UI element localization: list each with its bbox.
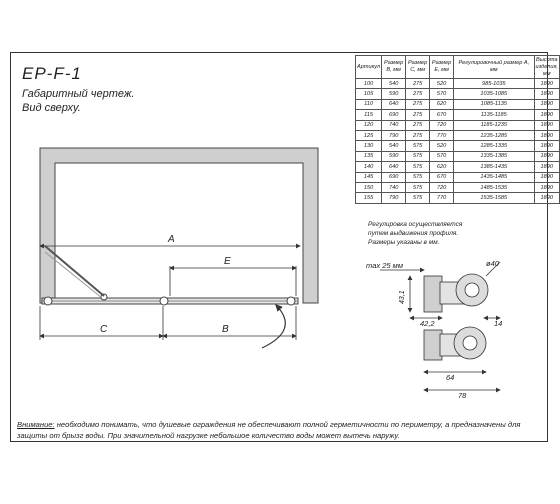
header-size-b: Размер B, мм <box>382 56 406 79</box>
spec-cell: 1890 <box>534 120 559 130</box>
spec-cell: 1890 <box>534 99 559 109</box>
spec-cell: 1890 <box>534 182 559 192</box>
spec-cell: 1890 <box>534 193 559 203</box>
spec-cell: 1085-1135 <box>454 99 534 109</box>
spec-cell: 1890 <box>534 130 559 140</box>
dim-max-label: max 25 мм <box>366 261 403 270</box>
spec-cell: 575 <box>406 141 430 151</box>
wall-outline <box>40 148 318 303</box>
spec-cell: 1135-1185 <box>454 110 534 120</box>
spec-cell: 1285-1335 <box>454 141 534 151</box>
spec-cell: 1890 <box>534 110 559 120</box>
header-article: Артикул <box>356 56 382 79</box>
profile-section-detail <box>380 262 503 390</box>
spec-cell: 1890 <box>534 172 559 182</box>
spec-cell: 640 <box>382 99 406 109</box>
spec-cell: 690 <box>382 110 406 120</box>
spec-cell: 520 <box>430 79 454 89</box>
spec-cell: 1485-1535 <box>454 182 534 192</box>
spec-cell: 1890 <box>534 141 559 151</box>
header-height: Высота изделия, мм <box>535 56 558 77</box>
spec-cell: 590 <box>382 151 406 161</box>
spec-cell: 115 <box>356 110 382 120</box>
spec-cell: 575 <box>406 182 430 192</box>
spec-cell: 1185-1235 <box>454 120 534 130</box>
warning-text <box>17 419 537 441</box>
spec-cell: 520 <box>430 141 454 151</box>
spec-cell: 640 <box>382 162 406 172</box>
spec-cell: 720 <box>430 120 454 130</box>
spec-cell: 1890 <box>534 162 559 172</box>
spec-cell: 275 <box>406 79 430 89</box>
spec-cell: 1435-1485 <box>454 172 534 182</box>
spec-cell: 135 <box>356 151 382 161</box>
spec-cell: 275 <box>406 89 430 99</box>
warning-label: Внимание: <box>17 420 55 429</box>
spec-cell: 125 <box>356 130 382 140</box>
dim-w78-label: 78 <box>458 391 467 400</box>
spec-cell: 1335-1385 <box>454 151 534 161</box>
spec-cell: 275 <box>406 110 430 120</box>
spec-cell: 275 <box>406 99 430 109</box>
spec-cell: 130 <box>356 141 382 151</box>
spec-cell: 575 <box>406 162 430 172</box>
spec-cell: 155 <box>356 193 382 203</box>
spec-cell: 620 <box>430 99 454 109</box>
spec-cell: 275 <box>406 120 430 130</box>
spec-cell: 985-1035 <box>454 79 534 89</box>
spec-cell: 1890 <box>534 79 559 89</box>
spec-cell: 570 <box>430 89 454 99</box>
spec-cell: 575 <box>406 151 430 161</box>
dim-w42-label: 42,2 <box>420 319 435 328</box>
spec-cell: 110 <box>356 99 382 109</box>
spec-cell: 740 <box>382 120 406 130</box>
header-size-a: Регулировочный размер A, мм <box>454 56 534 79</box>
spec-cell: 275 <box>406 130 430 140</box>
swing-arc <box>262 305 285 348</box>
spec-cell: 570 <box>430 151 454 161</box>
dim-b-label: B <box>222 324 229 335</box>
spec-cell: 620 <box>430 162 454 172</box>
dim-w14-label: 14 <box>494 319 503 328</box>
drawing-title: EP-F-1 <box>22 64 82 83</box>
spec-cell: 100 <box>356 79 382 89</box>
spec-cell: 790 <box>382 130 406 140</box>
dim-c-label: C <box>100 324 108 335</box>
spec-cell: 1235-1285 <box>454 130 534 140</box>
spec-cell: 590 <box>382 89 406 99</box>
dimension-e <box>170 266 296 296</box>
spec-cell: 1385-1435 <box>454 162 534 172</box>
dim-e-label: E <box>224 256 231 267</box>
spec-cell: 720 <box>430 182 454 192</box>
spec-cell: 770 <box>430 193 454 203</box>
spec-cell: 690 <box>382 172 406 182</box>
spec-cell: 540 <box>382 141 406 151</box>
subtitle-line-1: Габаритный чертеж. <box>22 88 135 100</box>
dim-w64-label: 64 <box>446 373 455 382</box>
dim-d40-label: ø40 <box>486 259 499 268</box>
warning-body: необходимо понимать, что душевые ограждения не обеспечивают полной герметичности по периметру, а предназначены для защиты от брызг воды. При значительной нагрузке небольшое количество воды может вытечь наружу. <box>17 420 521 440</box>
dim-h43-label: 43,1 <box>399 290 406 304</box>
spec-cell: 740 <box>382 182 406 192</box>
spec-cell: 120 <box>356 120 382 130</box>
spec-cell: 150 <box>356 182 382 192</box>
spec-cell: 140 <box>356 162 382 172</box>
spec-cell: 1035-1085 <box>454 89 534 99</box>
adjust-note-line-3: Размеры указаны в мм. <box>368 239 440 246</box>
spec-cell: 105 <box>356 89 382 99</box>
spec-cell: 1535-1585 <box>454 193 534 203</box>
spec-cell: 1890 <box>534 151 559 161</box>
header-size-c: Размер C, мм <box>406 56 430 79</box>
adjust-note-line-1: Регулировка осуществляется <box>368 221 463 228</box>
subtitle-line-2: Вид сверху. <box>22 102 81 114</box>
spec-cell: 790 <box>382 193 406 203</box>
dim-a-label: A <box>168 234 175 245</box>
spec-cell: 770 <box>430 130 454 140</box>
spec-cell: 670 <box>430 110 454 120</box>
spec-cell: 540 <box>382 79 406 89</box>
dimension-c-b <box>40 306 296 340</box>
spec-cell: 145 <box>356 172 382 182</box>
spec-cell: 575 <box>406 193 430 203</box>
spec-cell: 1890 <box>534 89 559 99</box>
adjust-note-line-2: путем выдвижения профиля. <box>368 230 459 237</box>
spec-cell: 670 <box>430 172 454 182</box>
spec-cell: 575 <box>406 172 430 182</box>
header-size-e: Размер E, мм <box>430 56 454 79</box>
